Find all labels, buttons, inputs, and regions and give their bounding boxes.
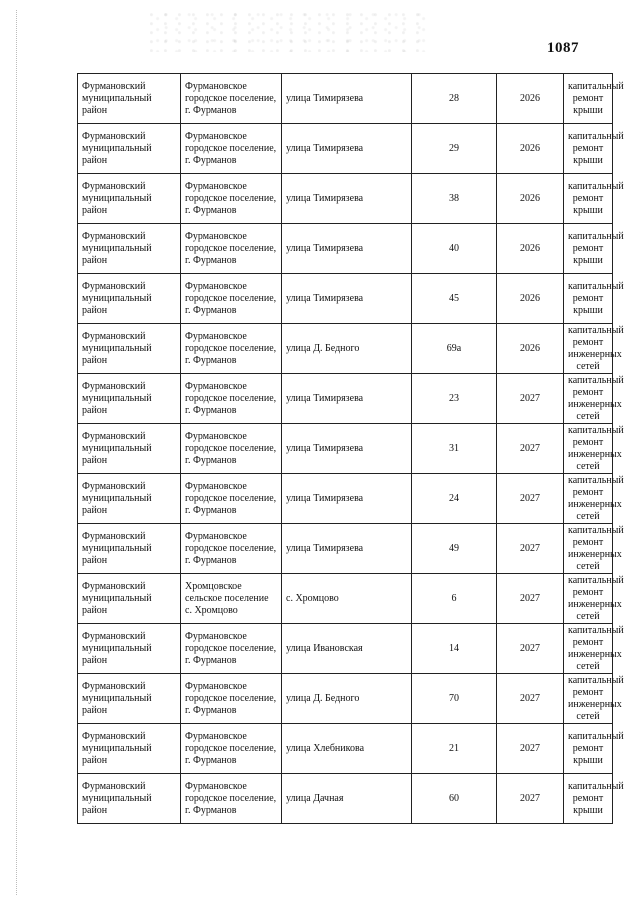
house-number-cell: 28: [412, 74, 497, 124]
work-type-cell: капитальный ремонт инженерных сетей: [564, 324, 613, 374]
year-cell: 2026: [497, 224, 564, 274]
table-body: [78, 74, 624, 824]
district-cell: Фурмановский муниципальный район: [78, 524, 181, 574]
year-cell: 2027: [497, 674, 564, 724]
work-type-cell: капитальный ремонт инженерных сетей: [564, 374, 613, 424]
scan-noise: [150, 12, 430, 52]
district-cell: Фурмановский муниципальный район: [78, 174, 181, 224]
scan-edge-line: [16, 10, 18, 895]
work-type-cell: капитальный ремонт крыши: [564, 124, 613, 174]
house-number-cell: 29: [412, 124, 497, 174]
street-cell: улица Тимирязева: [282, 124, 412, 174]
street-cell: с. Хромцово: [282, 574, 412, 624]
district-cell: Фурмановский муниципальный район: [78, 274, 181, 324]
work-type-cell: капитальный ремонт крыши: [564, 274, 613, 324]
year-cell: 2026: [497, 274, 564, 324]
district-cell: Фурмановский муниципальный район: [78, 74, 181, 124]
settlement-cell: Фурмановское городское поселение, г. Фурманов: [181, 374, 282, 424]
year-cell: 2027: [497, 574, 564, 624]
work-type-cell: капитальный ремонт инженерных сетей: [564, 674, 613, 724]
work-type-cell: капитальный ремонт инженерных сетей: [564, 424, 613, 474]
table-row: [78, 474, 613, 524]
district-cell: Фурмановский муниципальный район: [78, 624, 181, 674]
settlement-cell: Фурмановское городское поселение, г. Фурманов: [181, 774, 282, 824]
table-row: [78, 274, 613, 324]
district-cell: Фурмановский муниципальный район: [78, 674, 181, 724]
work-type-cell: капитальный ремонт инженерных сетей: [564, 524, 613, 574]
year-cell: 2026: [497, 74, 564, 124]
table-row: [78, 674, 613, 724]
street-cell: улица Тимирязева: [282, 274, 412, 324]
table-row: [78, 224, 613, 274]
table-row: [78, 74, 613, 124]
street-cell: улица Ивановская: [282, 624, 412, 674]
table-row: [78, 374, 613, 424]
year-cell: 2027: [497, 424, 564, 474]
page-number: 1087: [547, 40, 579, 56]
year-cell: 2027: [497, 624, 564, 674]
street-cell: улица Тимирязева: [282, 174, 412, 224]
house-number-cell: 45: [412, 274, 497, 324]
work-type-cell: капитальный ремонт инженерных сетей: [564, 624, 613, 674]
district-cell: Фурмановский муниципальный район: [78, 324, 181, 374]
district-cell: Фурмановский муниципальный район: [78, 724, 181, 774]
district-cell: Фурмановский муниципальный район: [78, 474, 181, 524]
table-row: [78, 174, 613, 224]
work-type-cell: капитальный ремонт крыши: [564, 174, 613, 224]
settlement-cell: Фурмановское городское поселение, г. Фурманов: [181, 424, 282, 474]
street-cell: улица Хлебникова: [282, 724, 412, 774]
year-cell: 2026: [497, 124, 564, 174]
year-cell: 2027: [497, 724, 564, 774]
street-cell: улица Д. Бедного: [282, 674, 412, 724]
settlement-cell: Хромцовское сельское поселение с. Хромцово: [181, 574, 282, 624]
house-number-cell: 38: [412, 174, 497, 224]
street-cell: улица Д. Бедного: [282, 324, 412, 374]
work-type-cell: капитальный ремонт крыши: [564, 74, 613, 124]
year-cell: 2027: [497, 474, 564, 524]
work-type-cell: капитальный ремонт крыши: [564, 774, 613, 824]
district-cell: Фурмановский муниципальный район: [78, 424, 181, 474]
table-row: [78, 524, 613, 574]
district-cell: Фурмановский муниципальный район: [78, 374, 181, 424]
house-number-cell: 31: [412, 424, 497, 474]
settlement-cell: Фурмановское городское поселение, г. Фурманов: [181, 624, 282, 674]
district-cell: Фурмановский муниципальный район: [78, 574, 181, 624]
work-type-cell: капитальный ремонт инженерных сетей: [564, 574, 613, 624]
table-row: [78, 324, 613, 374]
street-cell: улица Тимирязева: [282, 374, 412, 424]
settlement-cell: Фурмановское городское поселение, г. Фурманов: [181, 124, 282, 174]
settlement-cell: Фурмановское городское поселение, г. Фурманов: [181, 274, 282, 324]
street-cell: улица Тимирязева: [282, 224, 412, 274]
work-type-cell: капитальный ремонт инженерных сетей: [564, 474, 613, 524]
settlement-cell: Фурмановское городское поселение, г. Фурманов: [181, 474, 282, 524]
table-row: [78, 124, 613, 174]
house-number-cell: 23: [412, 374, 497, 424]
table-row: [78, 624, 613, 674]
year-cell: 2027: [497, 374, 564, 424]
house-number-cell: 6: [412, 574, 497, 624]
settlement-cell: Фурмановское городское поселение, г. Фурманов: [181, 224, 282, 274]
street-cell: улица Тимирязева: [282, 524, 412, 574]
table-row: [78, 774, 613, 824]
house-number-cell: 70: [412, 674, 497, 724]
repair-registry-table: [77, 73, 624, 824]
district-cell: Фурмановский муниципальный район: [78, 774, 181, 824]
table-row: [78, 574, 613, 624]
settlement-cell: Фурмановское городское поселение, г. Фурманов: [181, 174, 282, 224]
work-type-cell: капитальный ремонт крыши: [564, 724, 613, 774]
settlement-cell: Фурмановское городское поселение, г. Фурманов: [181, 324, 282, 374]
settlement-cell: Фурмановское городское поселение, г. Фурманов: [181, 524, 282, 574]
district-cell: Фурмановский муниципальный район: [78, 124, 181, 174]
house-number-cell: 69а: [412, 324, 497, 374]
street-cell: улица Тимирязева: [282, 74, 412, 124]
district-cell: Фурмановский муниципальный район: [78, 224, 181, 274]
work-type-cell: капитальный ремонт крыши: [564, 224, 613, 274]
house-number-cell: 14: [412, 624, 497, 674]
year-cell: 2026: [497, 174, 564, 224]
table-row: [78, 724, 613, 774]
year-cell: 2026: [497, 324, 564, 374]
house-number-cell: 49: [412, 524, 497, 574]
house-number-cell: 60: [412, 774, 497, 824]
settlement-cell: Фурмановское городское поселение, г. Фурманов: [181, 724, 282, 774]
house-number-cell: 24: [412, 474, 497, 524]
table-row: [78, 424, 613, 474]
house-number-cell: 40: [412, 224, 497, 274]
house-number-cell: 21: [412, 724, 497, 774]
street-cell: улица Тимирязева: [282, 474, 412, 524]
year-cell: 2027: [497, 774, 564, 824]
settlement-cell: Фурмановское городское поселение, г. Фурманов: [181, 674, 282, 724]
year-cell: 2027: [497, 524, 564, 574]
street-cell: улица Тимирязева: [282, 424, 412, 474]
settlement-cell: Фурмановское городское поселение, г. Фурманов: [181, 74, 282, 124]
street-cell: улица Дачная: [282, 774, 412, 824]
